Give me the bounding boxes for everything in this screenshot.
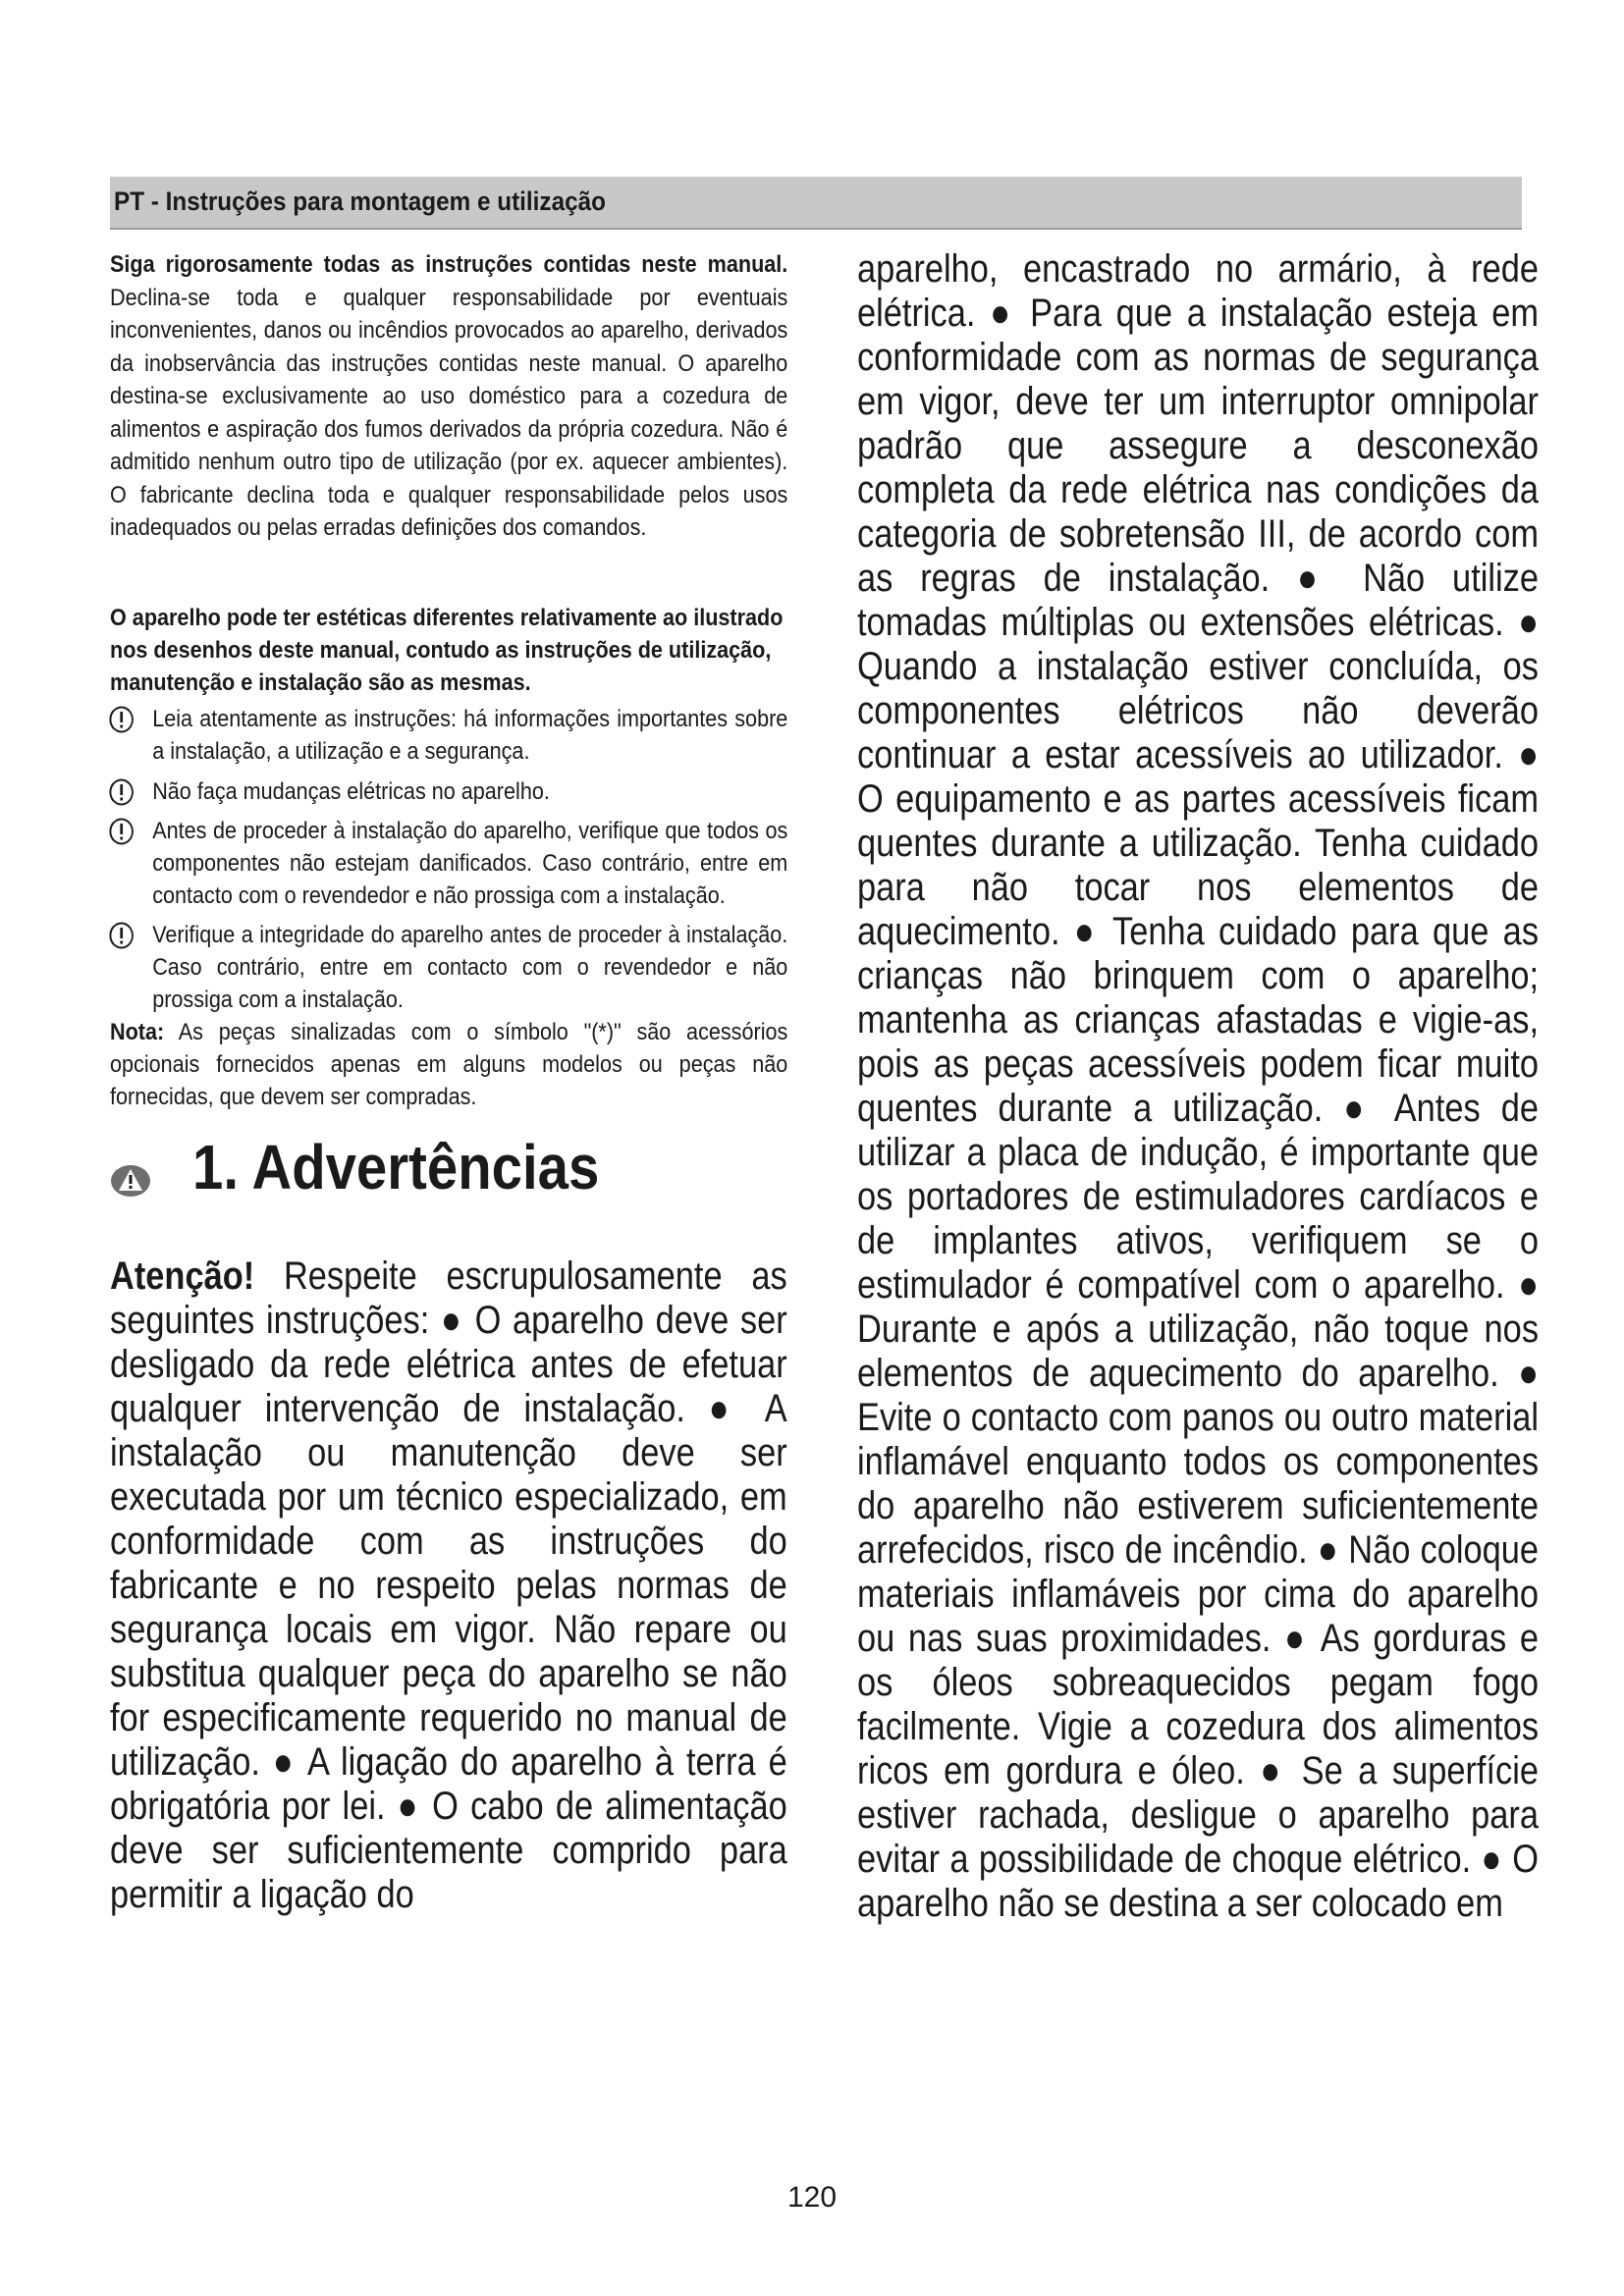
warning-item [110,775,787,808]
section-heading [110,1131,787,1219]
page-number: 120 [786,2181,838,2214]
warnings-body-left: Respeite escrupulosamente as seguintes instruções: ● O aparelho deve ser desligado da rede elétrica antes de efetuar qualquer intervenção de instalação. ● A instalação ou manutenção deve ser executada por um técnico especializado, em conformidade com as instruções do fabricante e no respeito pelas normas de segurança locais em vigor. Não repare ou substitua qualquer peça do aparelho se não for especificamente requerido no manual de utilização. ● A ligação do aparelho à terra é obrigatória por lei. ● O cabo de alimentação deve ser suficientemente comprido para permitir a ligação do [110,1254,787,1916]
right-column [857,247,1539,1926]
warning-item [110,815,787,912]
warnings-text-right: aparelho, encastrado no armário, à rede elétrica. ● Para que a instalação esteja em conformidade com as normas de segurança em vigor, deve ter um interruptor omnipolar padrão que assegure a desconexão completa da rede elétrica nas condições da categoria de sobretensão III, de acordo com as regras de instalação. ● Não utilize tomadas múltiplas ou extensões elétricas. ● Quando a instalação estiver concluída, os componentes elétricos não deverão continuar a estar acessíveis ao utilizador. ● O equipamento e as partes acessíveis ficam quentes durante a utilização. Tenha cuidado para não tocar nos elementos de aquecimento. ● Tenha cuidado para que as crianças não brinquem com o aparelho; mantenha as crianças afastadas e vigie-as, pois as peças acessíveis podem ficar muito quentes durante a utilização. ● Antes de utilizar a placa de indução, é importante que os portadores de estimuladores cardíacos e de implantes ativos, verifiquem se o estimulador é compatível com o aparelho. ● Durante e após a utilização, não toque nos elementos de aquecimento do aparelho. ● Evite o contacto com panos ou outro material inflamável enquanto todos os componentes do aparelho não estiverem suficientemente arrefecidos, risco de incêndio. ● Não coloque materiais inflamáveis por cima do aparelho ou nas suas proximidades. ● As gorduras e os óleos sobreaquecidos pegam fogo facilmente. Vigie a cozedura dos alimentos ricos em gordura e óleo. ● Se a superfície estiver rachada, desligue o aparelho para evitar a possibilidade de choque elétrico. ● O aparelho não se destina a ser colocado em [857,247,1540,1925]
intro-paragraph [110,248,787,545]
warning-icon [108,921,135,950]
warning-item [110,703,787,768]
warning-icon [108,817,135,846]
warning-text: Não faça mudanças elétricas no aparelho. [152,777,550,805]
warning-text: Verifique a integridade do aparelho antes de proceder à instalação. Caso contrário, entre em contacto com o revendedor e não prossiga com a instalação. [152,921,788,1013]
warning-item [110,919,787,1016]
attention-label: Atenção! [110,1254,255,1298]
page-header-title: PT - Instruções para montagem e utilização [114,187,606,216]
warning-triangle-icon [110,1164,151,1198]
warnings-text-left [110,1255,787,1917]
warning-text: Leia atentamente as instruções: há informações importantes sobre a instalação, a utilização e a segurança. [152,705,788,765]
intro-body: Declina-se toda e qualquer responsabilidade por eventuais inconvenientes, danos ou incêndios provocados ao aparelho, derivados da inobservância das instruções contidas neste manual. O aparelho destina-se exclusivamente ao uso doméstico para a cozedura de alimentos e aspiração dos fumos derivados da própria cozedura. Não é admitido nenhum outro tipo de utilização (por ex. aquecer ambientes). O fabricante declina toda e qualquer responsabilidade pelos usos inadequados ou pelas erradas definições dos comandos. [110,284,788,541]
warning-icon [108,705,135,734]
warning-icon [108,777,135,807]
intro-lead: Siga rigorosamente todas as instruções contidas neste manual. [110,251,788,278]
note-text: As peças sinalizadas com o símbolo "(*)" são acessórios opcionais fornecidos apenas em alguns modelos ou peças não fornecidas, que devem ser compradas. [110,1018,788,1110]
warning-text: Antes de proceder à instalação do aparelho, verifique que todos os componentes não estejam danificados. Caso contrário, entre em contacto com o revendedor e não prossiga com a instalação. [152,817,788,909]
header-bar [110,177,1522,230]
note-label: Nota: [110,1018,165,1045]
appearance-notice: O aparelho pode ter estéticas diferentes relativamente ao ilustrado nos desenhos deste manual, contudo as instruções de utilização, manutenção e instalação são as mesmas. [110,604,784,696]
note-paragraph [110,1016,787,1113]
section-title: 1. Advertências [192,1131,600,1202]
left-column [110,248,787,1917]
